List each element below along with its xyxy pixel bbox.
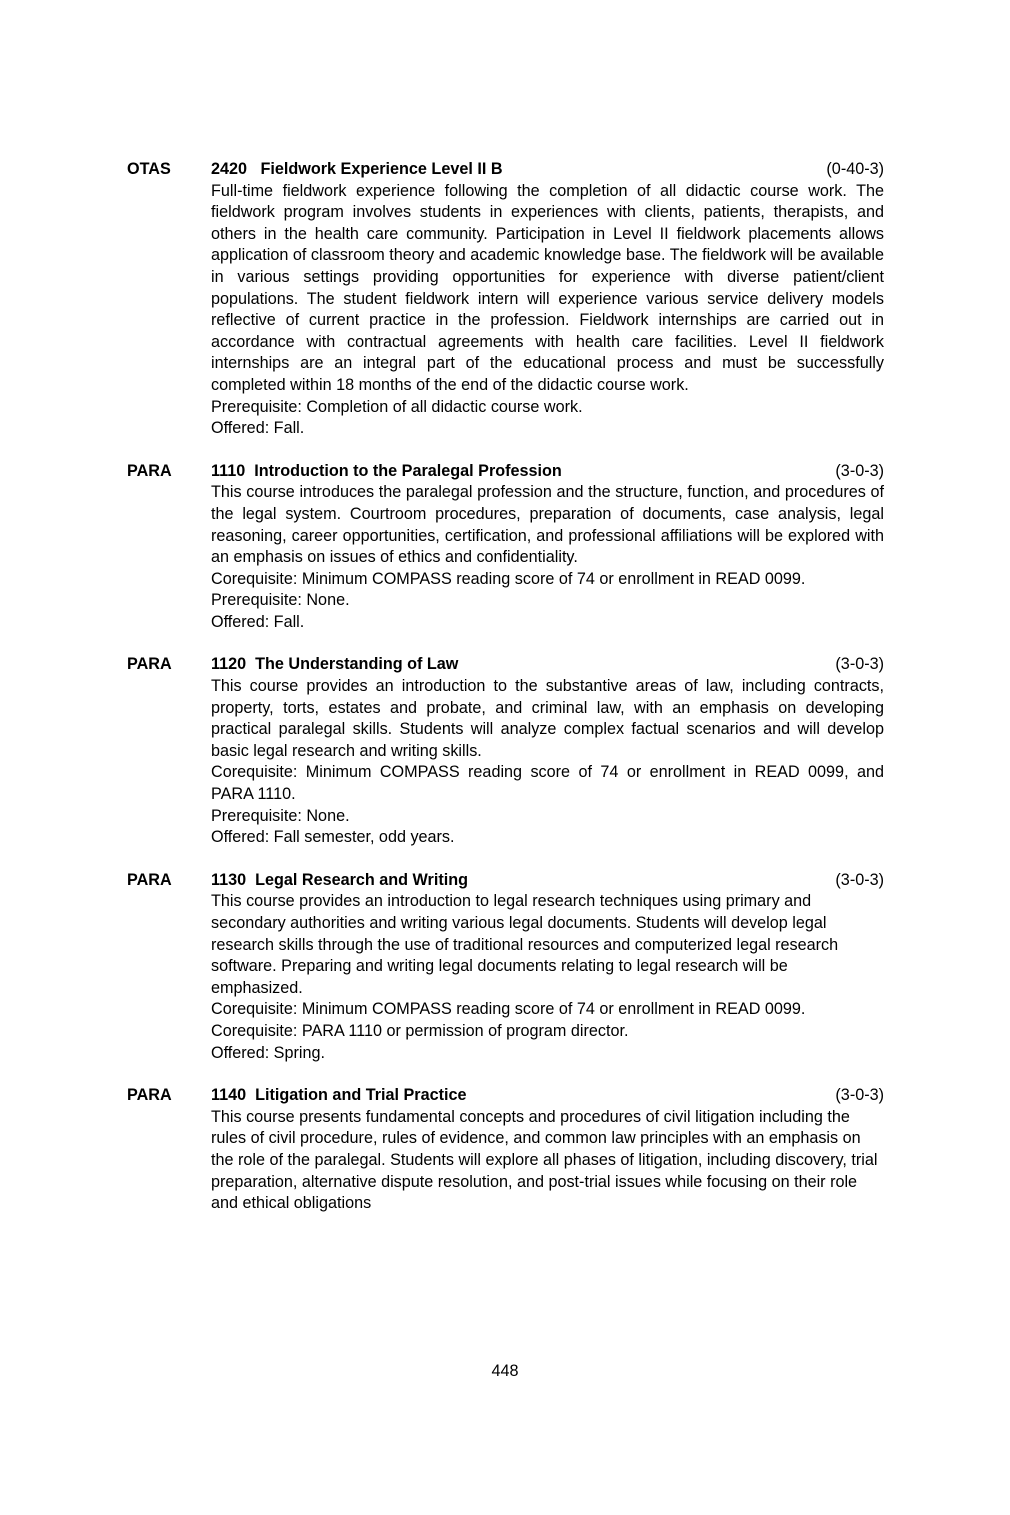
course-heading (127, 870, 884, 892)
course-entry-otas-2420 (127, 159, 884, 440)
course-entry-para-1120 (127, 654, 884, 848)
course-catalog (127, 159, 884, 1236)
course-hours: (3-0-3) (835, 870, 884, 889)
course-title: 1130 Legal Research and Writing (211, 870, 468, 889)
course-corequisite: Corequisite: PARA 1110 or permission of program director. (211, 1021, 629, 1040)
course-hours: (3-0-3) (835, 655, 884, 674)
course-body (211, 482, 884, 633)
course-department: PARA (127, 1086, 172, 1105)
course-body (211, 891, 884, 1064)
course-department: PARA (127, 461, 172, 480)
course-heading (127, 1085, 884, 1107)
course-entry-para-1140 (127, 1085, 884, 1215)
course-title: 1120 The Understanding of Law (211, 655, 459, 674)
course-corequisite: Corequisite: Minimum COMPASS reading score of 74 or enrollment in READ 0099. (211, 569, 806, 588)
page-number: 448 (491, 1362, 519, 1380)
course-entry-para-1130 (127, 870, 884, 1064)
course-body (211, 676, 884, 849)
course-prerequisite: Prerequisite: None. (211, 806, 350, 825)
course-offered: Offered: Spring. (211, 1043, 325, 1062)
course-heading (127, 461, 884, 483)
course-offered: Offered: Fall semester, odd years. (211, 828, 455, 847)
course-description: This course provides an introduction to legal research techniques using primary and secondary authorities and writing various legal documents. Students will develop legal research skills through the use of traditional resources and computerized legal research software. Preparing and writing legal documents relating to legal research will be emphasized. (211, 892, 839, 997)
course-offered: Offered: Fall. (211, 419, 305, 438)
course-body (211, 1107, 884, 1215)
course-corequisite: Corequisite: Minimum COMPASS reading score of 74 or enrollment in READ 0099, and PARA 1110. (211, 763, 884, 804)
course-body (211, 181, 884, 440)
course-title: 1140 Litigation and Trial Practice (211, 1086, 467, 1105)
course-prerequisite: Prerequisite: None. (211, 591, 350, 610)
course-entry-para-1110 (127, 461, 884, 634)
course-hours: (3-0-3) (835, 461, 884, 480)
course-title: 1110 Introduction to the Paralegal Profession (211, 461, 562, 480)
course-heading (127, 654, 884, 676)
course-hours: (3-0-3) (835, 1086, 884, 1105)
course-description: This course introduces the paralegal profession and the structure, function, and procedures of the legal system. Courtroom procedures, preparation of documents, case analysis, legal reasoning, career opportunities, certification, and professional affiliations will be explored with an emphasis on issues of ethics and confidentiality. (211, 483, 884, 567)
course-title: 2420 Fieldwork Experience Level II B (211, 160, 503, 178)
course-description: This course provides an introduction to the substantive areas of law, including contracts, property, torts, estates and probate, and criminal law, with an emphasis on developing practical paralegal skills. Students will analyze complex factual scenarios and will develop basic legal research and writing skills. (211, 677, 884, 760)
course-department: OTAS (127, 160, 171, 178)
course-description: This course presents fundamental concepts and procedures of civil litigation including the rules of civil procedure, rules of evidence, and common law principles with an emphasis on the role of the paralegal. Students will explore all phases of litigation, including discovery, trial preparation, alternative dispute resolution, and post-trial issues while focusing on their role and ethical obligations (211, 1107, 878, 1213)
course-description: Full-time fieldwork experience following the completion of all didactic course work. The fieldwork program involves students in experiences with clients, patients, therapists, and others in the health care community. Participation in Level II fieldwork placements allows application of classroom theory and academic knowledge base. The fieldwork will be available in various settings providing opportunities for experience with diverse patient/client populations. The student fieldwork intern will experience various service delivery models reflective of current practice in the profession. Fieldwork internships are carried out in accordance with contractual agreements with health care facilities. Level II fieldwork internships are an integral part of the educational process and must be successfully completed within 18 months of the end of the didactic course work. (211, 181, 884, 394)
course-department: PARA (127, 870, 172, 889)
course-prerequisite: Prerequisite: Completion of all didactic course work. (211, 397, 583, 416)
course-offered: Offered: Fall. (211, 612, 305, 631)
course-hours: (0-40-3) (826, 160, 884, 178)
course-department: PARA (127, 655, 172, 674)
course-heading (127, 159, 884, 181)
course-corequisite: Corequisite: Minimum COMPASS reading score of 74 or enrollment in READ 0099. (211, 1000, 806, 1019)
